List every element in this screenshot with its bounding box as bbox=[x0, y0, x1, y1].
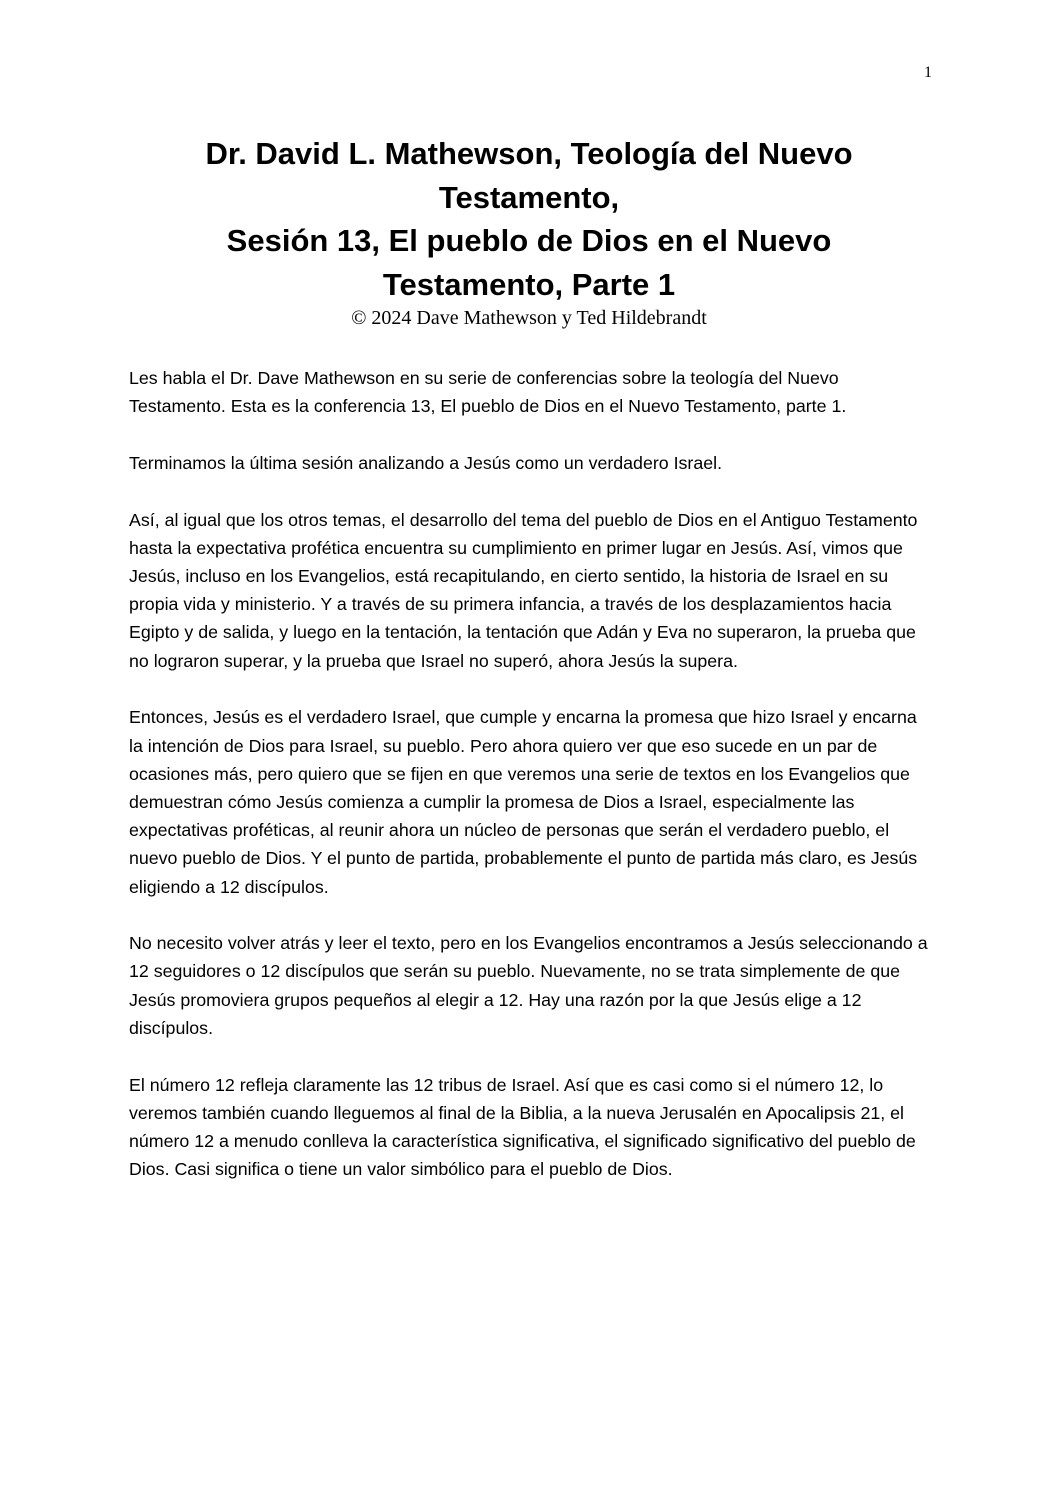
page-number: 1 bbox=[924, 64, 932, 81]
paragraph: Les habla el Dr. Dave Mathewson en su serie de conferencias sobre la teología del Nuevo Testamento. Esta es la conferencia 13, El pueblo de Dios en el Nuevo Testamento, parte 1. bbox=[129, 368, 847, 417]
document-title-line-1: Dr. David L. Mathewson, Teología del Nuevo bbox=[205, 136, 853, 171]
document-title-line-4: Testamento, Parte 1 bbox=[382, 266, 676, 302]
paragraph: Entonces, Jesús es el verdadero Israel, que cumple y encarna la promesa que hizo Israel y encarna la intención de Dios para Israel, su pueblo. Pero ahora quiero ver que eso sucede en un par de ocasiones más, pero quiero que se fijen en que veremos una serie de textos en los Evangelios que demuestran cómo Jesús comienza a cumplir la promesa de Dios a Israel, especialmente las expectativas proféticas, al reunir ahora un núcleo de personas que serán el verdadero pueblo, el nuevo pueblo de Dios. Y el punto de partida, probablemente el punto de partida más claro, es Jesús eligiendo a 12 discípulos. bbox=[129, 707, 918, 897]
document-title-line-2: Testamento, bbox=[438, 179, 620, 215]
paragraph: El número 12 refleja claramente las 12 tribus de Israel. Así que es casi como si el número 12, lo veremos también cuando lleguemos al final de la Biblia, a la nueva Jerusalén en Apocalipsis 21, el número 12 a menudo conlleva la característica significativa, el significado significativo del pueblo de Dios. Casi significa o tiene un valor simbólico para el pueblo de Dios. bbox=[129, 1074, 916, 1180]
paragraph: Así, al igual que los otros temas, el desarrollo del tema del pueblo de Dios en el Antiguo Testamento hasta la expectativa profética encuentra su cumplimiento en primer lugar en Jesús. Así, vimos que Jesús, incluso en los Evangelios, está recapitulando, en cierto sentido, la historia de Israel en su propia vida y ministerio. Y a través de su primera infancia, a través de los desplazamientos hacia Egipto y de salida, y luego en la tentación, la tentación que Adán y Eva no superaron, la prueba que no lograron superar, y la prueba que Israel no superó, ahora Jesús la supera. bbox=[129, 509, 918, 671]
copyright-notice: © 2024 Dave Mathewson y Ted Hildebrandt bbox=[351, 307, 707, 329]
paragraph: Terminamos la última sesión analizando a Jesús como un verdadero Israel. bbox=[129, 452, 723, 473]
document-title-line-3: Sesión 13, El pueblo de Dios en el Nuevo bbox=[226, 223, 832, 258]
paragraph: No necesito volver atrás y leer el texto, pero en los Evangelios encontramos a Jesús seleccionando a 12 seguidores o 12 discípulos que serán su pueblo. Nuevamente, no se trata simplemente de que Jesús promoviera grupos pequeños al elegir a 12. Hay una razón por la que Jesús elige a 12 discípulos. bbox=[129, 933, 928, 1038]
document-body bbox=[129, 364, 934, 1212]
document-header bbox=[128, 132, 930, 330]
